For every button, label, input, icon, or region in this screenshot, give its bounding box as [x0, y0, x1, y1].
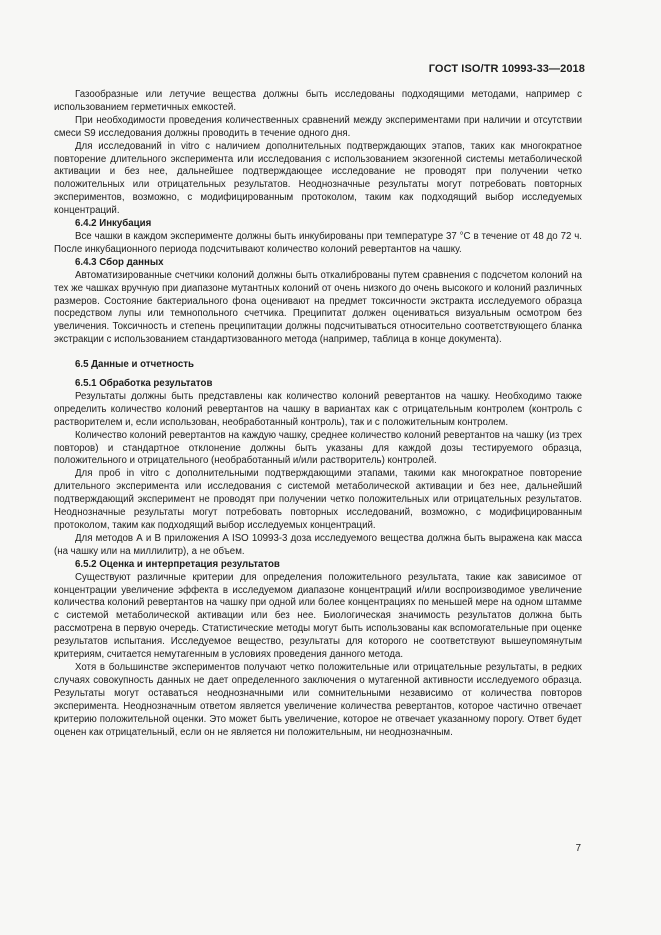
document-code-header: ГОСТ ISO/TR 10993-33—2018 — [428, 63, 585, 75]
paragraph: Результаты должны быть представлены как количество колоний ревертантов на чашку. Необходимо также определить количество колоний ревертантов на чашку в вариантах как с отрицательным контролем (контроль с растворителем и, если использован, необработанный контроль), так и с положительным контролем. — [54, 390, 582, 428]
paragraph: Хотя в большинстве экспериментов получают четко положительные или отрицательные результаты, в редких случаях совокупность данных не дает определенного заключения о мутагенной активности исследуемого образца. Результаты могут оставаться неоднозначными или сомнительными независимо от количества повторов эксперимента. Неоднозначным ответом является увеличение количества ревертантов, которое частично отвечает критерию положительной оценки. Это может быть увеличение, которое не отвечает указанному порогу. Ответ будет оценен как отрицательный, если он не является ни положительным, ни неоднозначным. — [54, 661, 582, 738]
paragraph: Для методов А и В приложения А ISO 10993-3 доза исследуемого вещества должна быть выражена как масса (на чашку или на миллилитр), а не объем. — [54, 532, 582, 557]
paragraph: При необходимости проведения количественных сравнений между экспериментами при наличии и отсутствии смеси S9 исследования должны проводить в течение одного дня. — [54, 114, 582, 139]
document-body — [54, 89, 582, 739]
paragraph: Газообразные или летучие вещества должны быть исследованы подходящими методами, например с использованием герметичных емкостей. — [54, 89, 582, 113]
page-number: 7 — [575, 843, 581, 854]
paragraph: Для проб in vitro с дополнительными подтверждающими этапами, такими как многократное повторение длительного эксперимента или исследования с системой метаболической активации и без нее, дальнейший подтверждающий эксперимент не проводят при получении четко положительных или отрицательных результатов. Неоднозначные результаты могут потребовать повторных исследований, возможно, с модифицированным протоколом, таким как подходящий выбор исследуемых концентраций. — [54, 468, 582, 531]
paragraph: Для исследований in vitro с наличием дополнительных подтверждающих этапов, таких как многократное повторение длительного эксперимента или исследования с использованием экзогенной системы метаболической активации и без нее, дальнейшее подтверждающее исследование не проводят при получении четко положительных или отрицательных результатов. Неоднозначные результаты могут потребовать повторных экспериментов, возможно, с модифицированным протоколом, таким как подходящий выбор исследуемых концентраций. — [54, 140, 582, 217]
section-heading-6-4-3: 6.4.3 Сбор данных — [75, 256, 164, 268]
paragraph: Существуют различные критерии для определения положительного результата, такие как зависимое от концентрации увеличение эффекта в исследуемом диапазоне концентраций и/или воспроизводимое увеличение количества колоний ревертантов на чашку при одной или более концентрациях по меньшей мере на одном штамме с системой метаболической активации или без нее. Биологическая значимость результатов должна быть рассмотрена в первую очередь. Статистические методы могут быть использованы как вспомогательные при оценке результатов испытания. Исследуемое вещество, результаты для которого не соответствуют вышеупомянутым критериям, считается немутагенным в условиях проведения данного метода. — [54, 571, 582, 661]
section-heading-6-4-2: 6.4.2 Инкубация — [75, 218, 152, 230]
paragraph: Автоматизированные счетчики колоний должны быть откалиброваны путем сравнения с подсчетом колоний на тех же чашках вручную при диапазоне мутантных колоний от очень низкого до очень высокого и колоний различных размеров. Состояние бактериального фона оценивают на предмет токсичности экстракта исследуемого образца посредством лупы или темнопольного счетчика. Преципитат должен оцениваться визуальным осмотром без увеличения. Токсичность и степень преципитации должны подсчитываться относительно соответствующего бланка экстракции с использованием стандартизованного метода (например, таблица в конце документа). — [54, 269, 582, 346]
section-heading-6-5-1: 6.5.1 Обработка результатов — [75, 378, 213, 390]
paragraph: Все чашки в каждом эксперименте должны быть инкубированы при температуре 37 °С в течение от 48 до 72 ч. После инкубационного периода подсчитывают количество колоний ревертантов на чашку. — [54, 230, 582, 255]
paragraph: Количество колоний ревертантов на каждую чашку, среднее количество колоний ревертантов на чашку (из трех повторов) и стандартное отклонение должны быть указаны для каждой дозы тестируемого образца, положительного и отрицательного (необработанный и/или растворитель) контролей. — [54, 429, 582, 467]
section-heading-6-5-2: 6.5.2 Оценка и интерпретация результатов — [75, 558, 280, 570]
section-heading-6-5: 6.5 Данные и отчетность — [75, 359, 194, 371]
